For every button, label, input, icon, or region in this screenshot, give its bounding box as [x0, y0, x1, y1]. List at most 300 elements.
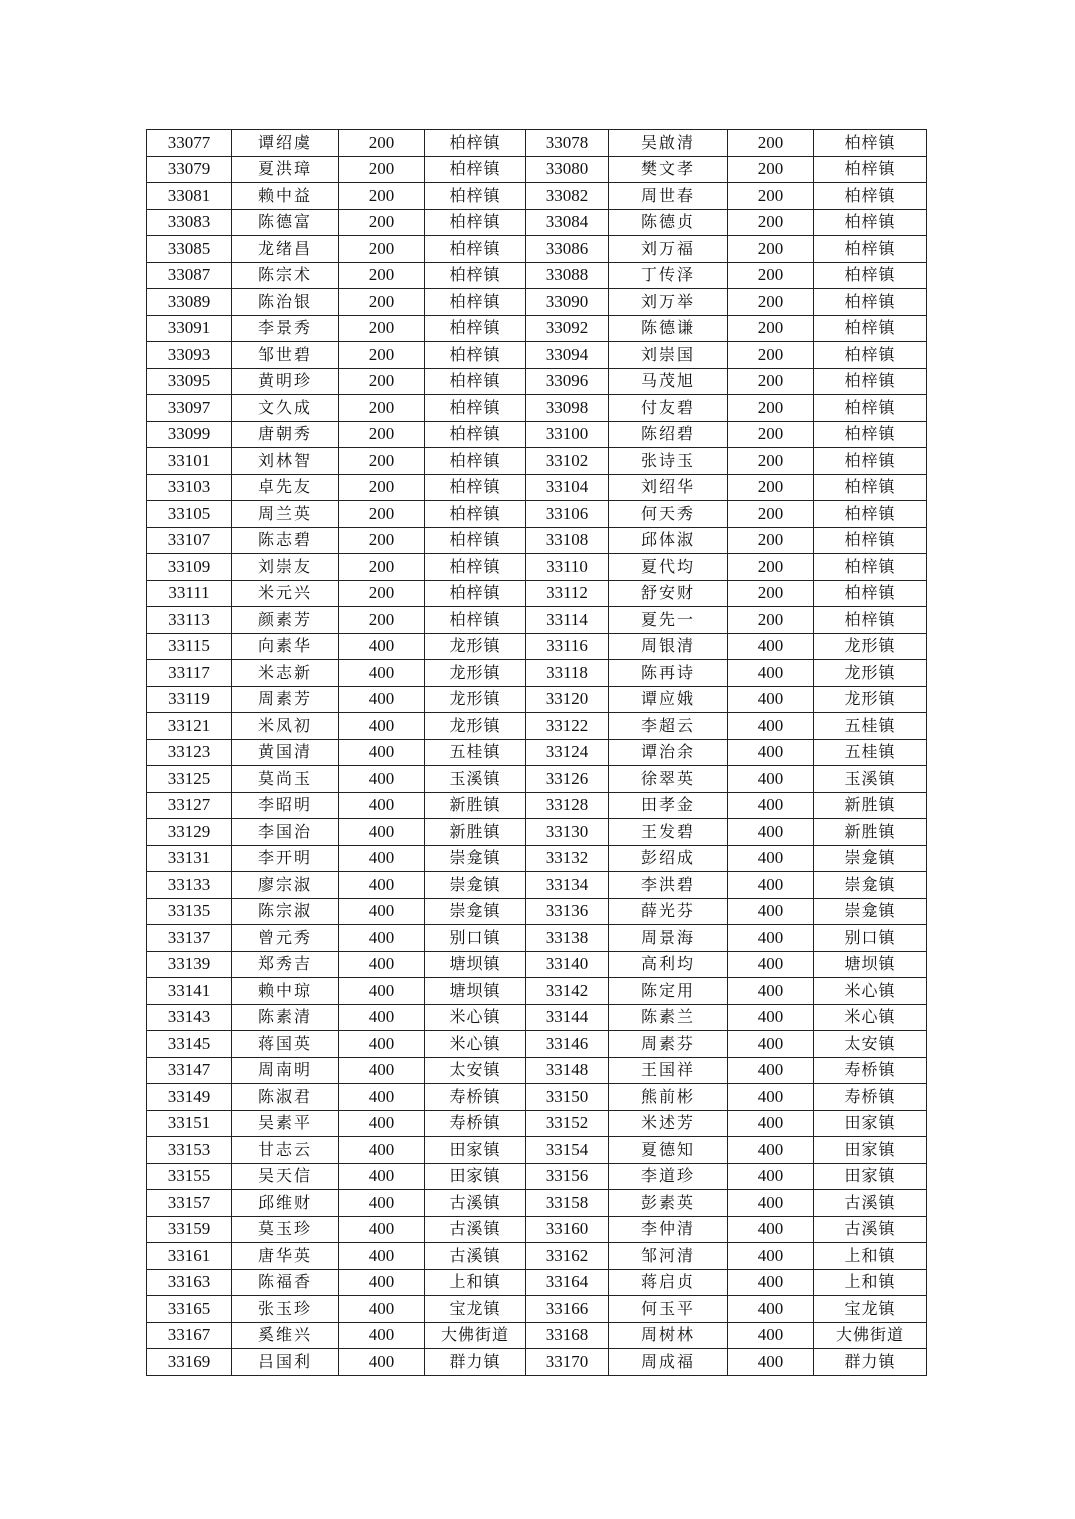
amount-cell: 200 — [339, 183, 425, 210]
town-name-cell: 龙形镇 — [425, 660, 526, 687]
record-id-cell: 33104 — [526, 474, 609, 501]
table-row — [147, 315, 927, 342]
amount-cell: 400 — [728, 660, 814, 687]
person-name-cell: 陈志碧 — [232, 527, 339, 554]
person-name-cell: 刘崇友 — [232, 554, 339, 581]
person-name-cell: 刘绍华 — [609, 474, 728, 501]
amount-cell: 400 — [339, 872, 425, 899]
person-name-cell: 陈淑君 — [232, 1084, 339, 1111]
person-name-cell: 夏先一 — [609, 607, 728, 634]
town-name-cell: 别口镇 — [814, 925, 927, 952]
amount-cell: 200 — [728, 527, 814, 554]
person-name-cell: 米元兴 — [232, 580, 339, 607]
person-name-cell: 丁传泽 — [609, 262, 728, 289]
town-name-cell: 新胜镇 — [814, 792, 927, 819]
amount-cell: 200 — [339, 448, 425, 475]
town-name-cell: 龙形镇 — [814, 633, 927, 660]
town-name-cell: 上和镇 — [814, 1243, 927, 1270]
record-id-cell: 33092 — [526, 315, 609, 342]
town-name-cell: 柏梓镇 — [425, 527, 526, 554]
record-id-cell: 33128 — [526, 792, 609, 819]
town-name-cell: 寿桥镇 — [814, 1057, 927, 1084]
amount-cell: 400 — [728, 713, 814, 740]
amount-cell: 400 — [339, 1322, 425, 1349]
amount-cell: 400 — [728, 1110, 814, 1137]
town-name-cell: 太安镇 — [425, 1057, 526, 1084]
town-name-cell: 柏梓镇 — [425, 209, 526, 236]
record-id-cell: 33165 — [147, 1296, 232, 1323]
person-name-cell: 曾元秀 — [232, 925, 339, 952]
person-name-cell: 蒋国英 — [232, 1031, 339, 1058]
amount-cell: 400 — [728, 978, 814, 1005]
amount-cell: 400 — [728, 739, 814, 766]
person-name-cell: 陈德谦 — [609, 315, 728, 342]
table-body — [147, 130, 927, 1376]
person-name-cell: 李昭明 — [232, 792, 339, 819]
record-id-cell: 33123 — [147, 739, 232, 766]
record-id-cell: 33088 — [526, 262, 609, 289]
town-name-cell: 塘坝镇 — [425, 978, 526, 1005]
record-id-cell: 33110 — [526, 554, 609, 581]
record-id-cell: 33159 — [147, 1216, 232, 1243]
record-id-cell: 33133 — [147, 872, 232, 899]
record-id-cell: 33142 — [526, 978, 609, 1005]
amount-cell: 200 — [339, 368, 425, 395]
person-name-cell: 熊前彬 — [609, 1084, 728, 1111]
amount-cell: 400 — [728, 1216, 814, 1243]
record-id-cell: 33125 — [147, 766, 232, 793]
town-name-cell: 柏梓镇 — [814, 607, 927, 634]
town-name-cell: 古溪镇 — [814, 1216, 927, 1243]
person-name-cell: 周成福 — [609, 1349, 728, 1376]
amount-cell: 400 — [339, 766, 425, 793]
amount-cell: 200 — [728, 554, 814, 581]
amount-cell: 400 — [728, 898, 814, 925]
town-name-cell: 上和镇 — [814, 1269, 927, 1296]
person-name-cell: 莫尚玉 — [232, 766, 339, 793]
town-name-cell: 米心镇 — [425, 1004, 526, 1031]
amount-cell: 400 — [728, 1031, 814, 1058]
amount-cell: 400 — [728, 872, 814, 899]
amount-cell: 400 — [339, 686, 425, 713]
record-id-cell: 33154 — [526, 1137, 609, 1164]
person-name-cell: 向素华 — [232, 633, 339, 660]
town-name-cell: 柏梓镇 — [425, 607, 526, 634]
town-name-cell: 柏梓镇 — [425, 315, 526, 342]
person-name-cell: 刘万福 — [609, 236, 728, 263]
town-name-cell: 米心镇 — [814, 1004, 927, 1031]
amount-cell: 400 — [339, 925, 425, 952]
town-name-cell: 柏梓镇 — [814, 368, 927, 395]
table-row — [147, 951, 927, 978]
amount-cell: 200 — [728, 342, 814, 369]
person-name-cell: 唐朝秀 — [232, 421, 339, 448]
person-name-cell: 陈再诗 — [609, 660, 728, 687]
record-id-cell: 33090 — [526, 289, 609, 316]
record-id-cell: 33118 — [526, 660, 609, 687]
record-id-cell: 33158 — [526, 1190, 609, 1217]
town-name-cell: 柏梓镇 — [814, 289, 927, 316]
record-id-cell: 33168 — [526, 1322, 609, 1349]
town-name-cell: 柏梓镇 — [814, 448, 927, 475]
amount-cell: 200 — [339, 421, 425, 448]
person-name-cell: 周南明 — [232, 1057, 339, 1084]
amount-cell: 200 — [339, 395, 425, 422]
town-name-cell: 龙形镇 — [814, 660, 927, 687]
amount-cell: 400 — [728, 1084, 814, 1111]
record-id-cell: 33134 — [526, 872, 609, 899]
person-name-cell: 陈定用 — [609, 978, 728, 1005]
person-name-cell: 甘志云 — [232, 1137, 339, 1164]
amount-cell: 200 — [728, 395, 814, 422]
town-name-cell: 玉溪镇 — [425, 766, 526, 793]
record-id-cell: 33114 — [526, 607, 609, 634]
record-id-cell: 33080 — [526, 156, 609, 183]
person-name-cell: 赖中琼 — [232, 978, 339, 1005]
record-id-cell: 33087 — [147, 262, 232, 289]
table-row — [147, 607, 927, 634]
person-name-cell: 文久成 — [232, 395, 339, 422]
table-row — [147, 368, 927, 395]
person-name-cell: 周素芳 — [232, 686, 339, 713]
person-name-cell: 夏代均 — [609, 554, 728, 581]
person-name-cell: 吴素平 — [232, 1110, 339, 1137]
amount-cell: 400 — [728, 845, 814, 872]
table-row — [147, 1296, 927, 1323]
person-name-cell: 李景秀 — [232, 315, 339, 342]
amount-cell: 200 — [728, 607, 814, 634]
town-name-cell: 大佛街道 — [425, 1322, 526, 1349]
town-name-cell: 柏梓镇 — [425, 395, 526, 422]
table-row — [147, 554, 927, 581]
amount-cell: 200 — [728, 448, 814, 475]
table-row — [147, 156, 927, 183]
amount-cell: 400 — [728, 1137, 814, 1164]
amount-cell: 400 — [728, 633, 814, 660]
town-name-cell: 柏梓镇 — [425, 156, 526, 183]
person-name-cell: 舒安财 — [609, 580, 728, 607]
record-id-cell: 33083 — [147, 209, 232, 236]
person-name-cell: 陈宗术 — [232, 262, 339, 289]
record-id-cell: 33156 — [526, 1163, 609, 1190]
person-name-cell: 徐翠英 — [609, 766, 728, 793]
town-name-cell: 玉溪镇 — [814, 766, 927, 793]
record-id-cell: 33124 — [526, 739, 609, 766]
table-row — [147, 898, 927, 925]
table-row — [147, 1349, 927, 1376]
record-id-cell: 33095 — [147, 368, 232, 395]
amount-cell: 200 — [339, 236, 425, 263]
town-name-cell: 柏梓镇 — [814, 209, 927, 236]
person-name-cell: 王国祥 — [609, 1057, 728, 1084]
town-name-cell: 田家镇 — [814, 1163, 927, 1190]
person-name-cell: 黄明珍 — [232, 368, 339, 395]
town-name-cell: 塘坝镇 — [425, 951, 526, 978]
record-id-cell: 33097 — [147, 395, 232, 422]
town-name-cell: 龙形镇 — [425, 686, 526, 713]
town-name-cell: 宝龙镇 — [425, 1296, 526, 1323]
record-id-cell: 33094 — [526, 342, 609, 369]
amount-cell: 200 — [728, 580, 814, 607]
table-row — [147, 236, 927, 263]
town-name-cell: 五桂镇 — [814, 713, 927, 740]
record-id-cell: 33084 — [526, 209, 609, 236]
table-row — [147, 580, 927, 607]
record-id-cell: 33099 — [147, 421, 232, 448]
record-id-cell: 33161 — [147, 1243, 232, 1270]
town-name-cell: 崇龛镇 — [425, 898, 526, 925]
town-name-cell: 崇龛镇 — [814, 872, 927, 899]
amount-cell: 400 — [339, 1163, 425, 1190]
town-name-cell: 崇龛镇 — [814, 845, 927, 872]
town-name-cell: 柏梓镇 — [814, 262, 927, 289]
person-name-cell: 陈德富 — [232, 209, 339, 236]
town-name-cell: 柏梓镇 — [425, 474, 526, 501]
person-name-cell: 李超云 — [609, 713, 728, 740]
amount-cell: 400 — [728, 1349, 814, 1376]
record-id-cell: 33131 — [147, 845, 232, 872]
record-id-cell: 33170 — [526, 1349, 609, 1376]
person-name-cell: 陈素清 — [232, 1004, 339, 1031]
person-name-cell: 龙绪昌 — [232, 236, 339, 263]
town-name-cell: 柏梓镇 — [814, 130, 927, 157]
person-name-cell: 吴天信 — [232, 1163, 339, 1190]
town-name-cell: 龙形镇 — [425, 713, 526, 740]
record-id-cell: 33100 — [526, 421, 609, 448]
town-name-cell: 寿桥镇 — [425, 1084, 526, 1111]
record-id-cell: 33085 — [147, 236, 232, 263]
amount-cell: 400 — [339, 898, 425, 925]
table-row — [147, 1110, 927, 1137]
record-id-cell: 33164 — [526, 1269, 609, 1296]
record-id-cell: 33149 — [147, 1084, 232, 1111]
record-id-cell: 33151 — [147, 1110, 232, 1137]
record-id-cell: 33141 — [147, 978, 232, 1005]
record-id-cell: 33105 — [147, 501, 232, 528]
amount-cell: 400 — [339, 845, 425, 872]
person-name-cell: 吴啟清 — [609, 130, 728, 157]
table-row — [147, 209, 927, 236]
record-id-cell: 33138 — [526, 925, 609, 952]
record-id-cell: 33143 — [147, 1004, 232, 1031]
amount-cell: 400 — [728, 1269, 814, 1296]
record-id-cell: 33082 — [526, 183, 609, 210]
town-name-cell: 柏梓镇 — [814, 580, 927, 607]
record-id-cell: 33119 — [147, 686, 232, 713]
amount-cell: 200 — [728, 501, 814, 528]
amount-cell: 400 — [339, 1057, 425, 1084]
town-name-cell: 群力镇 — [425, 1349, 526, 1376]
table-row — [147, 448, 927, 475]
table-row — [147, 1243, 927, 1270]
table-row — [147, 421, 927, 448]
table-row — [147, 845, 927, 872]
record-id-cell: 33136 — [526, 898, 609, 925]
amount-cell: 200 — [339, 315, 425, 342]
town-name-cell: 柏梓镇 — [425, 421, 526, 448]
person-name-cell: 谭绍虞 — [232, 130, 339, 157]
table-row — [147, 342, 927, 369]
person-name-cell: 陈宗淑 — [232, 898, 339, 925]
amount-cell: 400 — [728, 925, 814, 952]
record-id-cell: 33145 — [147, 1031, 232, 1058]
amount-cell: 400 — [728, 686, 814, 713]
person-name-cell: 刘崇国 — [609, 342, 728, 369]
town-name-cell: 柏梓镇 — [425, 183, 526, 210]
record-id-cell: 33157 — [147, 1190, 232, 1217]
town-name-cell: 太安镇 — [814, 1031, 927, 1058]
record-id-cell: 33106 — [526, 501, 609, 528]
amount-cell: 200 — [339, 474, 425, 501]
record-id-cell: 33166 — [526, 1296, 609, 1323]
amount-cell: 400 — [339, 1216, 425, 1243]
person-name-cell: 郑秀吉 — [232, 951, 339, 978]
amount-cell: 200 — [728, 474, 814, 501]
person-name-cell: 李洪碧 — [609, 872, 728, 899]
record-id-cell: 33155 — [147, 1163, 232, 1190]
town-name-cell: 塘坝镇 — [814, 951, 927, 978]
amount-cell: 400 — [339, 1243, 425, 1270]
person-name-cell: 蒋启贞 — [609, 1269, 728, 1296]
record-id-cell: 33150 — [526, 1084, 609, 1111]
table-row — [147, 872, 927, 899]
record-id-cell: 33109 — [147, 554, 232, 581]
person-name-cell: 周银清 — [609, 633, 728, 660]
record-id-cell: 33107 — [147, 527, 232, 554]
town-name-cell: 柏梓镇 — [814, 236, 927, 263]
amount-cell: 200 — [339, 527, 425, 554]
person-name-cell: 唐华英 — [232, 1243, 339, 1270]
amount-cell: 400 — [339, 660, 425, 687]
town-name-cell: 上和镇 — [425, 1269, 526, 1296]
person-name-cell: 彭素英 — [609, 1190, 728, 1217]
amount-cell: 200 — [339, 262, 425, 289]
record-id-cell: 33137 — [147, 925, 232, 952]
record-id-cell: 33144 — [526, 1004, 609, 1031]
town-name-cell: 崇龛镇 — [425, 872, 526, 899]
town-name-cell: 田家镇 — [814, 1110, 927, 1137]
person-name-cell: 樊文孝 — [609, 156, 728, 183]
table-row — [147, 527, 927, 554]
town-name-cell: 寿桥镇 — [425, 1110, 526, 1137]
person-name-cell: 何天秀 — [609, 501, 728, 528]
person-name-cell: 夏洪璋 — [232, 156, 339, 183]
person-name-cell: 米凤初 — [232, 713, 339, 740]
table-row — [147, 766, 927, 793]
person-name-cell: 周素芬 — [609, 1031, 728, 1058]
person-name-cell: 廖宗淑 — [232, 872, 339, 899]
table-row — [147, 792, 927, 819]
person-name-cell: 马茂旭 — [609, 368, 728, 395]
person-name-cell: 米志新 — [232, 660, 339, 687]
table-row — [147, 713, 927, 740]
table-row — [147, 978, 927, 1005]
town-name-cell: 柏梓镇 — [425, 448, 526, 475]
person-name-cell: 李国治 — [232, 819, 339, 846]
town-name-cell: 新胜镇 — [814, 819, 927, 846]
town-name-cell: 古溪镇 — [425, 1243, 526, 1270]
person-name-cell: 陈治银 — [232, 289, 339, 316]
town-name-cell: 柏梓镇 — [814, 395, 927, 422]
record-id-cell: 33146 — [526, 1031, 609, 1058]
town-name-cell: 崇龛镇 — [814, 898, 927, 925]
person-name-cell: 李道珍 — [609, 1163, 728, 1190]
record-id-cell: 33140 — [526, 951, 609, 978]
record-id-cell: 33089 — [147, 289, 232, 316]
person-name-cell: 谭应娥 — [609, 686, 728, 713]
person-name-cell: 卓先友 — [232, 474, 339, 501]
town-name-cell: 米心镇 — [425, 1031, 526, 1058]
town-name-cell: 柏梓镇 — [814, 183, 927, 210]
record-id-cell: 33130 — [526, 819, 609, 846]
record-id-cell: 33101 — [147, 448, 232, 475]
amount-cell: 200 — [728, 236, 814, 263]
town-name-cell: 群力镇 — [814, 1349, 927, 1376]
person-name-cell: 邹世碧 — [232, 342, 339, 369]
record-id-cell: 33086 — [526, 236, 609, 263]
record-id-cell: 33115 — [147, 633, 232, 660]
person-name-cell: 奚维兴 — [232, 1322, 339, 1349]
record-id-cell: 33091 — [147, 315, 232, 342]
town-name-cell: 柏梓镇 — [425, 289, 526, 316]
town-name-cell: 新胜镇 — [425, 819, 526, 846]
amount-cell: 200 — [339, 501, 425, 528]
amount-cell: 400 — [728, 1322, 814, 1349]
town-name-cell: 新胜镇 — [425, 792, 526, 819]
amount-cell: 400 — [728, 792, 814, 819]
amount-cell: 400 — [339, 739, 425, 766]
record-id-cell: 33152 — [526, 1110, 609, 1137]
record-id-cell: 33113 — [147, 607, 232, 634]
amount-cell: 400 — [728, 766, 814, 793]
town-name-cell: 田家镇 — [425, 1137, 526, 1164]
amount-cell: 400 — [339, 633, 425, 660]
record-id-cell: 33077 — [147, 130, 232, 157]
town-name-cell: 古溪镇 — [814, 1190, 927, 1217]
person-name-cell: 邹河清 — [609, 1243, 728, 1270]
amount-cell: 200 — [728, 262, 814, 289]
town-name-cell: 柏梓镇 — [425, 130, 526, 157]
amount-cell: 400 — [339, 1349, 425, 1376]
record-id-cell: 33147 — [147, 1057, 232, 1084]
town-name-cell: 龙形镇 — [425, 633, 526, 660]
person-name-cell: 吕国利 — [232, 1349, 339, 1376]
town-name-cell: 寿桥镇 — [814, 1084, 927, 1111]
person-name-cell: 李仲清 — [609, 1216, 728, 1243]
amount-cell: 400 — [728, 1004, 814, 1031]
amount-cell: 200 — [339, 209, 425, 236]
record-id-cell: 33078 — [526, 130, 609, 157]
town-name-cell: 柏梓镇 — [814, 501, 927, 528]
amount-cell: 400 — [339, 792, 425, 819]
record-id-cell: 33169 — [147, 1349, 232, 1376]
table-row — [147, 686, 927, 713]
record-id-cell: 33148 — [526, 1057, 609, 1084]
person-name-cell: 邱维财 — [232, 1190, 339, 1217]
record-id-cell: 33163 — [147, 1269, 232, 1296]
town-name-cell: 田家镇 — [814, 1137, 927, 1164]
table-row — [147, 183, 927, 210]
amount-cell: 400 — [728, 1296, 814, 1323]
amount-cell: 200 — [728, 421, 814, 448]
person-name-cell: 周景海 — [609, 925, 728, 952]
table-row — [147, 1137, 927, 1164]
table-row — [147, 130, 927, 157]
record-id-cell: 33081 — [147, 183, 232, 210]
record-id-cell: 33121 — [147, 713, 232, 740]
person-name-cell: 张玉珍 — [232, 1296, 339, 1323]
amount-cell: 200 — [728, 130, 814, 157]
